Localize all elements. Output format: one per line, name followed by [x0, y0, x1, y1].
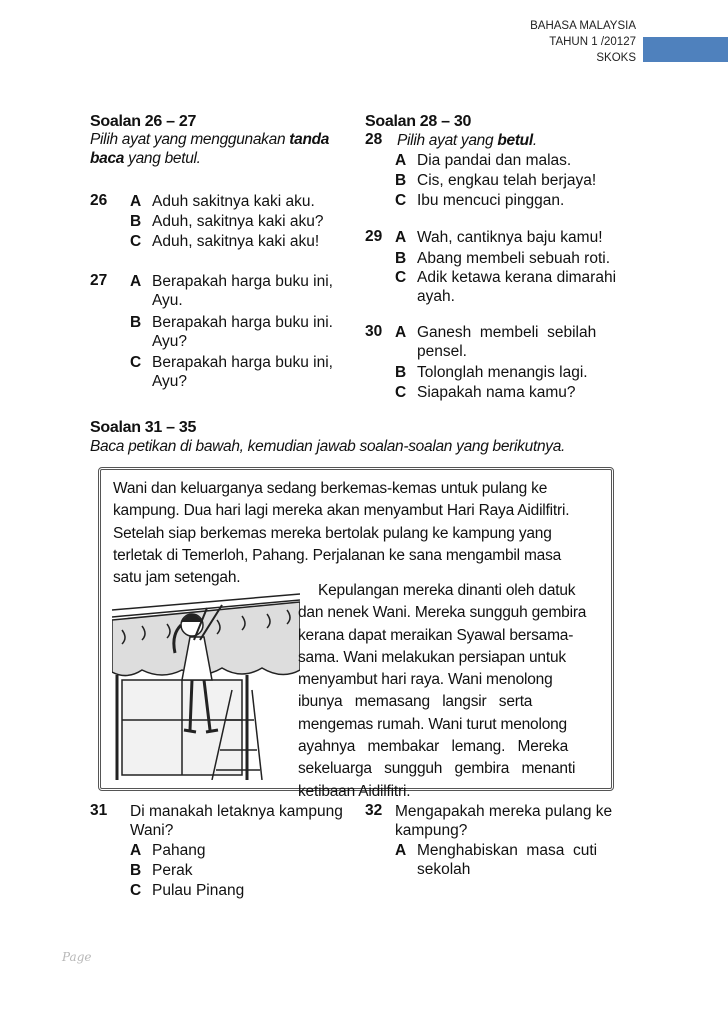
- q30-option-c: C Siapakah nama kamu?: [395, 384, 576, 401]
- q27-option-b: B Berapakah harga buku ini. Ayu?: [130, 314, 333, 350]
- q28-option-a: A Dia pandai dan malas.: [395, 152, 572, 169]
- passage-line: Kepulangan mereka dinanti oleh datuk: [318, 582, 576, 599]
- q31-prompt: Di manakah letaknya kampung Wani?: [130, 803, 343, 839]
- passage-line: kerana dapat meraikan Syawal bersama-: [298, 626, 574, 644]
- question-26-number: 26: [90, 192, 108, 209]
- document-header: [530, 18, 636, 66]
- passage-paragraph-1: [113, 478, 593, 589]
- q30-option-b: B Tolonglah menangis lagi.: [395, 364, 588, 381]
- q27-option-c: C Berapakah harga buku ini, Ayu?: [130, 354, 333, 390]
- school-label: SKOKS: [596, 52, 636, 64]
- question-27-number: 27: [90, 272, 108, 289]
- girl-hanging-curtains-illustration: [112, 580, 300, 780]
- section-31-35-instruction: Baca petikan di bawah, kemudian jawab soalan-soalan yang berikutnya.: [90, 438, 566, 455]
- q28-option-b: B Cis, engkau telah berjaya!: [395, 172, 597, 189]
- passage-line: sama. Wani melakukan persiapan untuk: [298, 648, 566, 666]
- q28-option-c: C Ibu mencuci pinggan.: [395, 192, 565, 209]
- q27-option-a: A Berapakah harga buku ini, Ayu.: [130, 273, 333, 309]
- question-32-number: 32: [365, 802, 383, 819]
- section-26-27-instruction: Pilih ayat yang menggunakan tanda baca yang betul.: [90, 131, 330, 167]
- q29-option-b: B Abang membeli sebuah roti.: [395, 250, 611, 267]
- q32-prompt: Mengapakah mereka pulang ke kampung?: [395, 803, 613, 839]
- q26-option-c: C Aduh, sakitnya kaki aku!: [130, 233, 320, 250]
- q31-option-c: C Pulau Pinang: [130, 882, 245, 899]
- passage-line: kampung. Dua hari lagi mereka akan menyambut Hari Raya Aidilfitri.: [113, 502, 570, 520]
- section-26-27-title: Soalan 26 – 27: [90, 113, 197, 130]
- year-label: TAHUN 1 /20127: [549, 36, 636, 48]
- q28-prompt: Pilih ayat yang betul.: [397, 132, 537, 149]
- question-30-number: 30: [365, 323, 383, 340]
- question-31-number: 31: [90, 802, 108, 819]
- passage-line: ayahnya membakar lemang. Mereka: [298, 738, 569, 756]
- passage-line: dan nenek Wani. Mereka sungguh gembira: [298, 604, 587, 622]
- passage-line: Wani dan keluarganya sedang berkemas-kemas untuk pulang ke: [113, 480, 548, 497]
- q29-option-a: A Wah, cantiknya baju kamu!: [395, 229, 603, 246]
- q29-option-c: C Adik ketawa kerana dimarahi ayah.: [395, 269, 617, 305]
- q32-option-a: A Menghabiskan masa cuti sekolah: [395, 842, 598, 878]
- section-28-30-title: Soalan 28 – 30: [365, 113, 472, 130]
- q26-option-a: A Aduh sakitnya kaki aku.: [130, 193, 315, 210]
- passage-line: ibunya memasang langsir serta: [298, 693, 533, 711]
- q30-option-a: A Ganesh membeli sebilah pensel.: [395, 324, 597, 360]
- passage-line: terletak di Temerloh, Pahang. Perjalanan ke sana mengambil masa: [113, 546, 562, 564]
- header-accent-bar: [643, 37, 728, 62]
- passage-paragraph-2: [298, 580, 590, 803]
- passage-line: satu jam setengah.: [113, 569, 241, 587]
- passage-line: Setelah siap berkemas mereka bertolak pulang ke kampung yang: [113, 524, 552, 542]
- passage-line: mengemas rumah. Wani turut menolong: [298, 715, 567, 733]
- q26-option-b: B Aduh, sakitnya kaki aku?: [130, 213, 324, 230]
- passage-line: sekeluarga sungguh gembira menanti: [298, 760, 576, 778]
- question-28-number: 28: [365, 131, 383, 148]
- passage-line: menyambut hari raya. Wani menolong: [298, 671, 553, 689]
- page-footer-label: Page: [62, 950, 92, 964]
- section-31-35-title: Soalan 31 – 35: [90, 419, 197, 436]
- q31-option-a: A Pahang: [130, 842, 206, 859]
- subject-label: BAHASA MALAYSIA: [530, 20, 636, 32]
- passage-line: ketibaan Aidilfitri.: [298, 782, 411, 800]
- q31-option-b: B Perak: [130, 862, 193, 879]
- question-29-number: 29: [365, 228, 383, 245]
